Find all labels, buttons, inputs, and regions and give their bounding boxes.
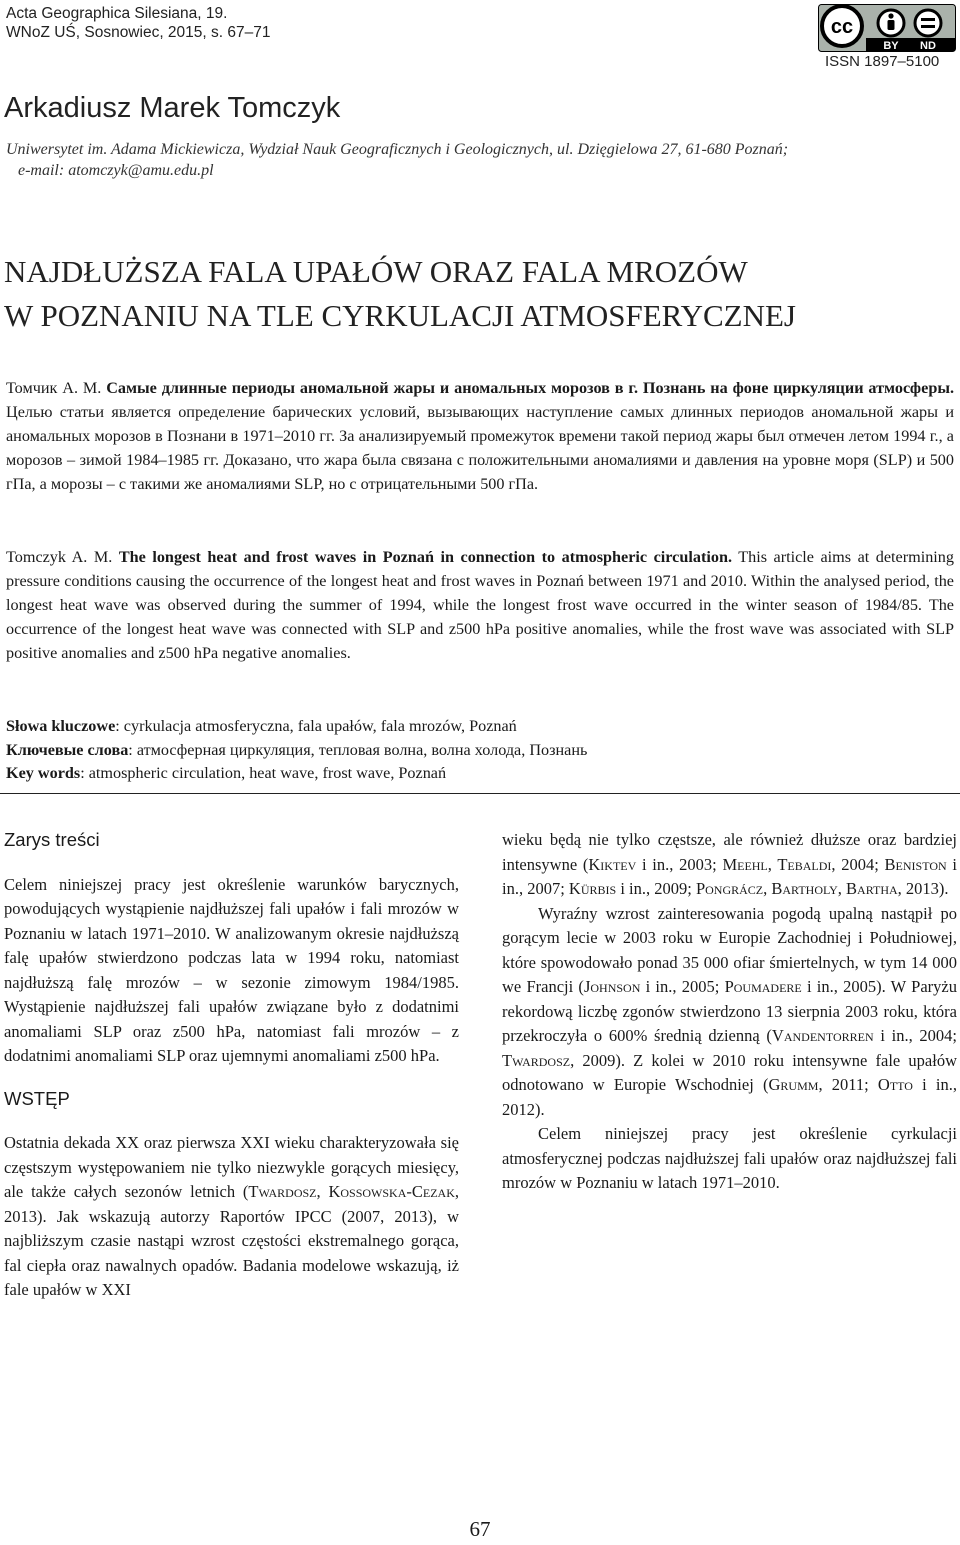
citation: Kiktev bbox=[588, 854, 637, 874]
left-column bbox=[4, 828, 459, 1303]
nd-text: ND bbox=[920, 40, 936, 52]
zarys-heading: Zarys treści bbox=[4, 829, 100, 850]
citation: Poumadere bbox=[724, 977, 802, 996]
citation: Kürbis bbox=[568, 879, 617, 898]
text-run: i in., 2005; bbox=[640, 977, 725, 996]
keywords-en-text: : atmospheric circulation, heat wave, frost wave, Poznań bbox=[80, 764, 447, 782]
keywords-en-label: Key words bbox=[6, 764, 81, 782]
cc-by-nd-license-icon bbox=[818, 4, 956, 52]
citation: Grumm bbox=[768, 1075, 819, 1094]
keywords-pl-label: Słowa kluczowe bbox=[6, 717, 116, 735]
zarys-text: Celem niniejszej pracy jest określenie warunków barycznych, powodujących wystąpienie najdłuższej fali upałów i fali mrozów w Poznaniu w latach 1971–2010. W analizowanym okresie najdłuższą falę upałów stwierdzono podczas lata w 1994 roku, natomiast najdłuższą falę mrozów – w sezonie zimowym 1984/1985. Wystąpienie najdłuższej fali upałów związane było z dodatnimi anomaliami SLP oraz z500 hPa, natomiast fali mrozów – z dodatnimi anomaliami SLP oraz ujemnymi anomaliami z500 hPa. bbox=[4, 874, 459, 1065]
text-run: i in., 2004; bbox=[873, 1026, 957, 1045]
keywords-ru-text: : атмосферная циркуляция, тепловая волна, волна холода, Познань bbox=[128, 740, 588, 759]
right-column bbox=[502, 828, 957, 1196]
right-paragraph-2 bbox=[502, 902, 957, 1123]
title-line-1: NAJDŁUŻSZA FALA UPAŁÓW ORAZ FALA MROZÓW bbox=[4, 254, 748, 289]
keywords bbox=[6, 715, 587, 786]
abstract-russian bbox=[6, 376, 954, 496]
section-divider bbox=[0, 793, 960, 794]
citation: Beniston bbox=[884, 854, 947, 874]
text-run: , 2004; bbox=[831, 854, 885, 874]
citation: Twardosz, Kossowska-Cezak bbox=[248, 1182, 455, 1201]
right-paragraph-3: Celem niniejszej pracy jest określenie cyrkulacji atmosferycznej podczas najdłuższej fali upałów oraz najdłuższej fali mrozów w Poznaniu w latach 1971–2010. bbox=[502, 1124, 957, 1192]
author-email: e-mail: atomczyk@amu.edu.pl bbox=[18, 162, 214, 179]
issn: ISSN 1897–5100 bbox=[825, 53, 940, 70]
text-run: i in., 2007; bbox=[502, 854, 957, 898]
citation: Vandentorren bbox=[771, 1026, 874, 1045]
keywords-ru-label: Ключевые слова bbox=[6, 740, 129, 759]
citation: Otto bbox=[877, 1075, 913, 1094]
keywords-pl-text: : cyrkulacja atmosferyczna, fala upałów, fala mrozów, Poznań bbox=[115, 717, 517, 735]
wstep-text bbox=[4, 1131, 459, 1303]
wstep-text-b: , 2013). Jak wskazują autorzy Raportów IPCC (2007, 2013), w najbliższym czasie nastąpi wzrost częstości ekstremalnego gorąca, fal ciepła oraz nawalnych opadów. Badania modelowe wskazują, iż fale upałów w XXI bbox=[4, 1182, 459, 1299]
text-run: i in., 2005). W Paryżu rekordową liczbę zgonów stwierdzono 13 sierpnia 2003 roku, która przekroczyła o 600% średnią dzienną ( bbox=[502, 977, 957, 1045]
text-run: , 2013). bbox=[897, 879, 949, 898]
cc-text: cc bbox=[830, 16, 854, 38]
author-name: Arkadiusz Marek Tomczyk bbox=[4, 92, 341, 124]
keywords-en bbox=[6, 762, 587, 786]
text-run: i in., 2012). bbox=[502, 1075, 958, 1119]
citation: Johnson bbox=[583, 977, 641, 996]
citation: Twardosz bbox=[502, 1050, 571, 1070]
abstract-en-author: Tomczyk A. M. bbox=[6, 548, 119, 566]
text-run: wieku będą nie tylko częstsze, ale również dłuższe oraz bardziej intensywne ( bbox=[502, 830, 957, 874]
abstract-en-title: The longest heat and frost waves in Poznań in connection to atmospheric circulation. bbox=[118, 548, 732, 566]
wstep-heading: WSTĘP bbox=[4, 1087, 70, 1109]
abstract-ru-title: Самые длинные периоды аномальной жары и аномальных морозов в г. Познань на фоне циркуляции атмосферы. bbox=[106, 379, 955, 397]
by-text: BY bbox=[883, 40, 899, 52]
abstract-ru-text: Целью статьи является определение барических условий, вызывающих наступление самых длинных периодов аномальной жары и аномальных морозов в Познани в 1971–2010 гг. За анализируемый промежуток времени такой период жары был отмечен летом 1994 г., а морозов – зимой 1984–1985 гг. Доказано, что жара была связана с положительными аномалиями и давления на уровне моря (SLP) и 500 гПа, а морозы – с такими же аномалиями SLP, но с отрицательными 500 гПа. bbox=[6, 403, 954, 493]
wstep-text-a: Ostatnia dekada XX oraz pierwsza XXI wieku charakteryzowała się częstszym występowaniem nie tylko niezwykle gorących miesięcy, ale także całych sezonów letnich ( bbox=[4, 1133, 459, 1201]
abstract-english bbox=[6, 545, 954, 665]
abstract-en-text: This article aims at determining pressure conditions causing the occurrence of the longest heat and frost waves in Poznań between 1971 and 2010. Within the analysed period, the longest heat wave was observed during the summer of 1994, while the longest frost wave occurred in the winter season of 1984/85. The occurrence of the longest heat wave was connected with SLP and z500 hPa positive anomalies, while the frost wave was associated with SLP positive anomalies and z500 hPa negative anomalies. bbox=[6, 548, 954, 662]
text-run: Wyraźny wzrost zainteresowania pogodą upalną nastąpił po gorącym lecie w 2003 roku w Europie Zachodniej i Południowej, które spowodowało ponad 35 000 ofiar śmiertelnych, w tym 14 000 we Francji ( bbox=[502, 903, 957, 996]
citation: Pongrácz, Bartholy, Bartha bbox=[695, 879, 898, 898]
text-run: , 2011; bbox=[818, 1075, 878, 1094]
title-line-2: W POZNANIU NA TLE CYRKULACJI ATMOSFERYCZNEJ bbox=[4, 298, 796, 333]
citation: Meehl, Tebaldi bbox=[722, 854, 832, 874]
page-number: 67 bbox=[469, 1517, 491, 1541]
text-run: , 2009). Z kolei w 2010 roku intensywne fale upałów odnotowano w Europie Wschodniej ( bbox=[502, 1050, 957, 1094]
affiliation bbox=[6, 139, 956, 181]
keywords-pl bbox=[6, 715, 587, 739]
abstract-ru-author: Томчик А. М. bbox=[6, 379, 107, 397]
text-run: i in., 2003; bbox=[636, 854, 723, 874]
journal-publisher: WNoZ UŚ, Sosnowiec, 2015, s. 67–71 bbox=[6, 24, 271, 41]
right-paragraph-1 bbox=[502, 828, 957, 902]
keywords-ru bbox=[6, 739, 587, 763]
journal-info bbox=[6, 4, 271, 42]
journal-name: Acta Geographica Silesiana, 19. bbox=[6, 5, 228, 22]
text-run: i in., 2009; bbox=[616, 879, 696, 898]
article-title bbox=[4, 250, 796, 338]
affiliation-line: Uniwersytet im. Adama Mickiewicza, Wydział Nauk Geograficznych i Geologicznych, ul. Dzięgielowa 27, 61-680 Poznań; bbox=[6, 141, 789, 158]
